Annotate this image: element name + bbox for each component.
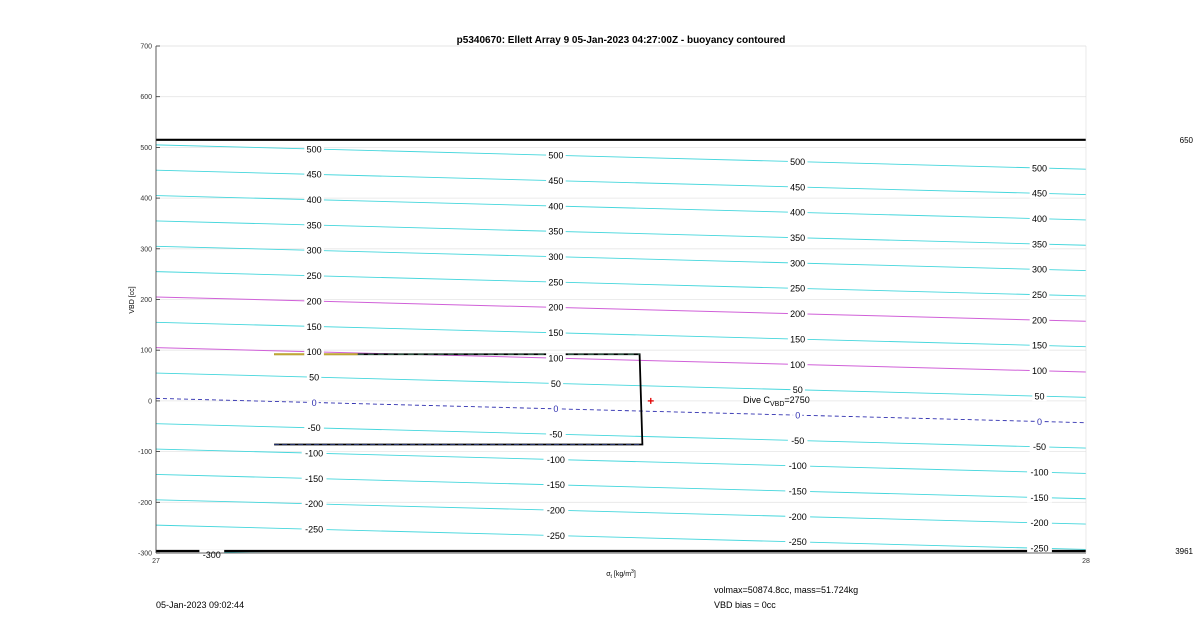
contour-line bbox=[156, 170, 1086, 194]
contour-label: 50 bbox=[550, 378, 561, 389]
contour-label: 0 bbox=[553, 404, 559, 415]
contour-label: 400 bbox=[306, 195, 322, 206]
x-tick-label: 28 bbox=[1082, 558, 1090, 565]
contour-label: 300 bbox=[306, 245, 322, 256]
contour-label: 100 bbox=[306, 347, 322, 358]
vbd-limit-label: 3961 bbox=[1175, 546, 1193, 556]
contour-label: 350 bbox=[1031, 239, 1048, 250]
contour-label: 200 bbox=[790, 309, 806, 320]
y-tick-label: 0 bbox=[148, 398, 152, 406]
contour-label: 500 bbox=[306, 144, 322, 155]
contour-line bbox=[156, 525, 1086, 549]
contour-label: 50 bbox=[1034, 391, 1045, 402]
contour-label: 250 bbox=[306, 271, 322, 282]
contour-label: 50 bbox=[792, 385, 803, 396]
dive-track-line bbox=[274, 354, 642, 444]
y-tick-label: -100 bbox=[137, 449, 152, 457]
contour-label: 350 bbox=[790, 233, 806, 244]
contour-label: -50 bbox=[791, 435, 805, 446]
vbd-limit-label: 650 bbox=[1179, 135, 1193, 145]
y-tick-label: 100 bbox=[140, 347, 152, 355]
contour-label: 150 bbox=[790, 334, 806, 345]
contour-label: 350 bbox=[548, 226, 564, 237]
dive-marker-label-value: =2750 bbox=[784, 394, 810, 405]
contour-label: 450 bbox=[548, 175, 564, 186]
contour-line bbox=[156, 474, 1086, 498]
contour-label: 250 bbox=[1031, 290, 1048, 301]
chart-title: p5340670: Ellett Array 9 05-Jan-2023 04:27:00Z - buoyancy contoured bbox=[456, 35, 786, 46]
contour-label: 450 bbox=[790, 182, 806, 193]
contour-line bbox=[156, 196, 1086, 220]
contour-label: -150 bbox=[305, 473, 324, 484]
contour-label: -50 bbox=[549, 429, 563, 440]
contour-line bbox=[156, 145, 1086, 169]
contour-label: -100 bbox=[546, 454, 565, 465]
contour-label: 200 bbox=[548, 302, 564, 313]
contour-label: 200 bbox=[306, 296, 322, 307]
contour-line bbox=[156, 373, 1086, 397]
contour-label: 150 bbox=[548, 328, 564, 339]
x-axis-label-units: [kg/m bbox=[613, 571, 632, 578]
contour-label: 100 bbox=[548, 353, 564, 364]
contour-label: -150 bbox=[788, 486, 807, 497]
contour-line bbox=[156, 297, 1086, 321]
x-axis-label bbox=[606, 569, 636, 580]
contour-line bbox=[156, 500, 1086, 524]
y-tick-label: -300 bbox=[137, 550, 152, 558]
contour-label: -100 bbox=[788, 461, 807, 472]
contour-label: 350 bbox=[306, 220, 322, 231]
contour-line bbox=[156, 398, 1086, 422]
x-axis-label-sub: t bbox=[610, 574, 612, 580]
contour-label: -250 bbox=[305, 524, 324, 535]
contour-label: -250 bbox=[1030, 543, 1049, 554]
dive-marker-label-sub: VBD bbox=[770, 400, 785, 408]
dive-track bbox=[274, 354, 642, 444]
y-tick-label: 600 bbox=[140, 94, 152, 102]
x-axis-label-base: σ bbox=[606, 571, 611, 578]
contour-label: 0 bbox=[311, 397, 317, 408]
contour-label: 300 bbox=[548, 252, 564, 263]
contour-label: 150 bbox=[1031, 340, 1048, 351]
contour-line bbox=[156, 322, 1086, 346]
contour-label: 100 bbox=[1031, 366, 1048, 377]
contour-label: -100 bbox=[305, 448, 324, 459]
contour-label: 150 bbox=[306, 321, 322, 332]
contour-label: 250 bbox=[790, 283, 806, 294]
y-axis-label: VBD [cc] bbox=[129, 286, 136, 314]
contour-lines bbox=[156, 145, 1086, 575]
contour-label: -200 bbox=[788, 511, 807, 522]
y-tick-label: 700 bbox=[140, 43, 152, 51]
contour-line bbox=[156, 449, 1086, 473]
contour-label: 500 bbox=[790, 156, 806, 167]
y-tick-label: 200 bbox=[140, 297, 152, 304]
contour-line bbox=[156, 246, 1086, 270]
contour-label: -300 bbox=[202, 549, 221, 560]
x-axis-label-close: ] bbox=[633, 571, 636, 578]
contour-label: 250 bbox=[548, 277, 564, 288]
x-tick-label: 27 bbox=[152, 558, 160, 565]
y-tick-label: 300 bbox=[140, 246, 152, 254]
contour-label: 50 bbox=[309, 372, 320, 383]
contour-label: 400 bbox=[1031, 213, 1048, 224]
contour-label: -250 bbox=[788, 537, 807, 548]
contour-label: -200 bbox=[1030, 518, 1049, 529]
y-tick-label: 500 bbox=[140, 144, 152, 152]
y-tick-label: -200 bbox=[137, 499, 152, 507]
contour-label: 300 bbox=[790, 258, 806, 269]
contour-label: -50 bbox=[1032, 442, 1047, 453]
dive-marker bbox=[648, 395, 810, 408]
contour-label: 500 bbox=[1031, 163, 1048, 174]
contour-label: -200 bbox=[546, 505, 565, 516]
contour-label: 100 bbox=[790, 359, 806, 370]
contour-label: 200 bbox=[1031, 315, 1048, 326]
contour-label: 450 bbox=[306, 169, 322, 180]
contour-label: 450 bbox=[1031, 188, 1048, 199]
contour-line bbox=[156, 221, 1086, 245]
contour-label: -100 bbox=[1030, 467, 1049, 478]
print-timestamp: 05-Jan-2023 09:02:44 bbox=[156, 600, 245, 610]
contour-label: -150 bbox=[1030, 492, 1049, 503]
grid bbox=[156, 46, 1086, 553]
contour-label: 400 bbox=[548, 201, 564, 212]
contour-label: 400 bbox=[790, 207, 806, 218]
contour-label: 300 bbox=[1031, 264, 1048, 275]
contour-label: -50 bbox=[307, 423, 321, 434]
volmax-mass-text: volmax=50874.8cc, mass=51.724kg bbox=[714, 585, 859, 595]
dive-marker-label-main: Dive C bbox=[743, 394, 771, 405]
contour-line bbox=[156, 348, 1086, 372]
contour-label: 0 bbox=[795, 410, 801, 421]
y-tick-label: 400 bbox=[140, 195, 152, 203]
contour-line bbox=[156, 272, 1086, 296]
contour-label: 0 bbox=[1036, 416, 1043, 427]
contour-label: 500 bbox=[548, 150, 564, 161]
contour-label: -250 bbox=[546, 530, 565, 541]
vbd-bias-text: VBD bias = 0cc bbox=[714, 600, 776, 610]
dive-marker-label bbox=[743, 395, 810, 408]
contour-label: -200 bbox=[305, 499, 324, 510]
x-axis-label-sup: 3 bbox=[631, 569, 634, 575]
contour-label: -150 bbox=[546, 480, 565, 491]
